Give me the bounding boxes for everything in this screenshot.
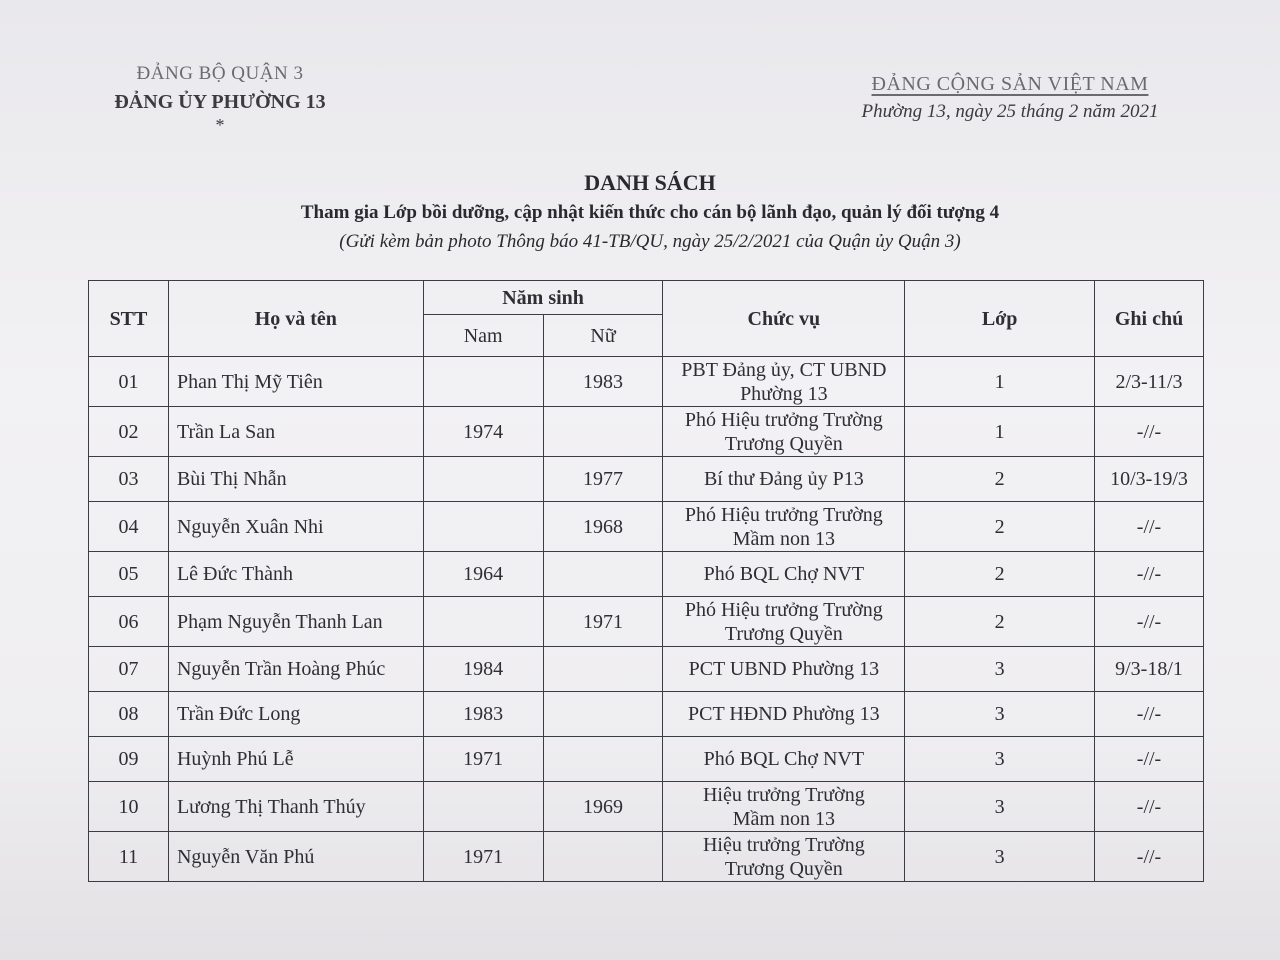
document-title-block [140, 168, 1160, 256]
row-note: 9/3-18/1 [1095, 647, 1204, 692]
row-birth-male [423, 502, 543, 552]
row-position [663, 502, 905, 552]
table-row [89, 782, 1204, 832]
row-class: 2 [905, 552, 1095, 597]
row-birth-male [423, 357, 543, 407]
row-birth-male: 1974 [423, 407, 543, 457]
row-name: Trần Đức Long [168, 692, 423, 737]
row-birth-female: 1969 [543, 782, 663, 832]
row-name: Phan Thị Mỹ Tiên [168, 357, 423, 407]
party-header [830, 70, 1190, 126]
row-birth-female [543, 737, 663, 782]
document-note: (Gửi kèm bản photo Thông báo 41-TB/QU, ngày 25/2/2021 của Quận ủy Quận 3) [339, 231, 961, 252]
row-birth-female: 1977 [543, 457, 663, 502]
row-position [663, 407, 905, 457]
row-class: 2 [905, 502, 1095, 552]
row-birth-female [543, 407, 663, 457]
row-position [663, 737, 905, 782]
row-position-line1: Phó Hiệu trưởng Trường [684, 408, 883, 431]
row-stt: 03 [89, 457, 169, 502]
row-class: 3 [905, 782, 1095, 832]
row-stt: 06 [89, 597, 169, 647]
table-row [89, 552, 1204, 597]
row-position-line2: Phường 13 [740, 382, 828, 405]
header-note: Ghi chú [1095, 281, 1204, 357]
row-class: 3 [905, 692, 1095, 737]
header-position: Chức vụ [663, 281, 905, 357]
row-position-line1: PCT HĐND Phường 13 [688, 703, 880, 725]
table-row [89, 357, 1204, 407]
table-row [89, 647, 1204, 692]
row-position-line1: Phó Hiệu trưởng Trường [684, 598, 883, 621]
row-stt: 07 [89, 647, 169, 692]
row-class: 2 [905, 597, 1095, 647]
row-stt: 08 [89, 692, 169, 737]
party-name: ĐẢNG CỘNG SẢN VIỆT NAM [871, 73, 1149, 95]
row-stt: 02 [89, 407, 169, 457]
row-position [663, 357, 905, 407]
row-birth-female [543, 692, 663, 737]
row-birth-female: 1983 [543, 357, 663, 407]
row-name: Nguyễn Văn Phú [168, 832, 423, 882]
row-position-line2: Mầm non 13 [732, 807, 835, 830]
row-note: -//- [1095, 597, 1204, 647]
row-birth-female [543, 832, 663, 882]
row-birth-male [423, 782, 543, 832]
table-row [89, 407, 1204, 457]
row-position-line1: Phó Hiệu trưởng Trường [684, 503, 883, 526]
row-position-line2: Mầm non 13 [732, 527, 835, 550]
row-position-line1: Hiệu trưởng Trường [702, 833, 865, 856]
header-female: Nữ [543, 315, 663, 357]
row-stt: 09 [89, 737, 169, 782]
table-row [89, 597, 1204, 647]
row-class: 3 [905, 737, 1095, 782]
row-birth-female [543, 647, 663, 692]
row-name: Lê Đức Thành [168, 552, 423, 597]
row-birth-male: 1971 [423, 832, 543, 882]
place-date: Phường 13, ngày 25 tháng 2 năm 2021 [861, 101, 1159, 122]
row-class: 1 [905, 407, 1095, 457]
row-note: -//- [1095, 832, 1204, 882]
row-position-line2: Trương Quyền [724, 857, 843, 880]
row-position [663, 647, 905, 692]
row-position [663, 832, 905, 882]
table-row [89, 832, 1204, 882]
header-asterisk: * [215, 115, 225, 135]
row-stt: 10 [89, 782, 169, 832]
row-position-line1: Phó BQL Chợ NVT [703, 748, 865, 770]
row-position-line1: Phó BQL Chợ NVT [703, 563, 865, 585]
row-stt: 05 [89, 552, 169, 597]
row-position-line2: Trương Quyền [724, 432, 843, 455]
row-position-line1: Bí thư Đảng ủy P13 [703, 468, 864, 490]
row-class: 1 [905, 357, 1095, 407]
issuing-body-header [90, 60, 350, 134]
row-name: Trần La San [168, 407, 423, 457]
row-name: Phạm Nguyễn Thanh Lan [168, 597, 423, 647]
row-position [663, 597, 905, 647]
header-male: Nam [423, 315, 543, 357]
row-birth-male: 1971 [423, 737, 543, 782]
row-birth-male: 1983 [423, 692, 543, 737]
header-birth-year: Năm sinh [423, 281, 663, 315]
row-note: -//- [1095, 692, 1204, 737]
row-class: 3 [905, 647, 1095, 692]
row-position [663, 457, 905, 502]
table-row [89, 737, 1204, 782]
row-name: Nguyễn Xuân Nhi [168, 502, 423, 552]
header-name: Họ và tên [168, 281, 423, 357]
header-stt: STT [89, 281, 169, 357]
row-position [663, 552, 905, 597]
row-name: Bùi Thị Nhẫn [168, 457, 423, 502]
row-stt: 04 [89, 502, 169, 552]
row-position-line1: PBT Đảng ủy, CT UBND [681, 358, 887, 381]
row-class: 3 [905, 832, 1095, 882]
document-subtitle: Tham gia Lớp bồi dưỡng, cập nhật kiến thức cho cán bộ lãnh đạo, quản lý đối tượng 4 [300, 202, 1000, 223]
row-birth-male: 1984 [423, 647, 543, 692]
row-stt: 01 [89, 357, 169, 407]
row-note: 2/3-11/3 [1095, 357, 1204, 407]
row-note: -//- [1095, 502, 1204, 552]
row-position-line1: Hiệu trưởng Trường [702, 783, 865, 806]
document-title: DANH SÁCH [584, 170, 716, 195]
row-note: 10/3-19/3 [1095, 457, 1204, 502]
row-birth-male [423, 597, 543, 647]
row-note: -//- [1095, 407, 1204, 457]
row-position [663, 782, 905, 832]
row-name: Nguyễn Trần Hoàng Phúc [168, 647, 423, 692]
party-committee-ward: ĐẢNG ỦY PHƯỜNG 13 [114, 91, 326, 113]
party-committee-district: ĐẢNG BỘ QUẬN 3 [136, 63, 304, 84]
row-birth-male: 1964 [423, 552, 543, 597]
row-name: Lương Thị Thanh Thúy [168, 782, 423, 832]
row-birth-female: 1968 [543, 502, 663, 552]
row-name: Huỳnh Phú Lễ [168, 737, 423, 782]
row-birth-female [543, 552, 663, 597]
row-position-line1: PCT UBND Phường 13 [688, 658, 880, 680]
row-note: -//- [1095, 737, 1204, 782]
table-row [89, 502, 1204, 552]
row-note: -//- [1095, 552, 1204, 597]
header-class: Lớp [905, 281, 1095, 357]
row-stt: 11 [89, 832, 169, 882]
row-birth-male [423, 457, 543, 502]
participants-table [88, 280, 1204, 882]
row-birth-female: 1971 [543, 597, 663, 647]
row-position-line2: Trương Quyền [724, 622, 843, 645]
table-row [89, 457, 1204, 502]
table-row [89, 692, 1204, 737]
row-note: -//- [1095, 782, 1204, 832]
row-class: 2 [905, 457, 1095, 502]
row-position [663, 692, 905, 737]
